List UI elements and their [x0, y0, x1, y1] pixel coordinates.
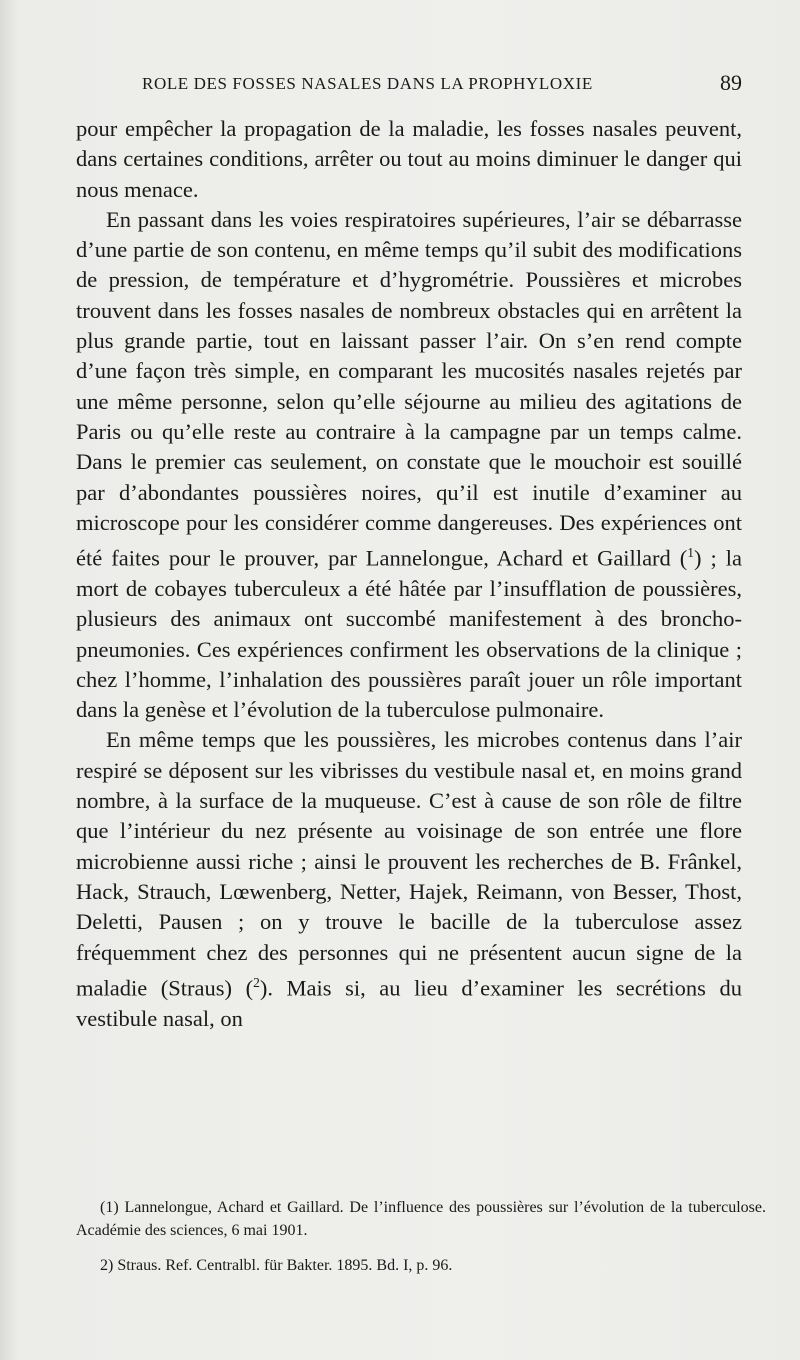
page-header [142, 70, 742, 100]
footnote-ref-2: 2 [253, 974, 260, 990]
paragraph-3-part-b: ). Mais si, au lieu d’examiner les secrétions du vestibule nasal, on [76, 975, 742, 1031]
paragraph-2-part-b: ) ; la mort de cobayes tuberculeux a été hâtée par l’insufflation de poussières, plusieurs des animaux ont succombé manifestement à des broncho-pneumonies. Ces expériences confirment les observations de la clinique ; chez l’homme, l’inhalation des poussières paraît jouer un rôle important dans la genèse et l’évolution de la tuberculose pulmonaire. [76, 545, 742, 723]
paragraph-3-part-a: En même temps que les poussières, les microbes contenus dans l’air respiré se déposent sur les vibrisses du vestibule nasal et, en moins grand nombre, à la surface de la muqueuse. C’est à cause de son rôle de filtre que l’intérieur du nez présente au voisinage de son entrée une flore microbienne aussi riche ; ainsi le prouvent les recherches de B. Frânkel, Hack, Strauch, Lœwenberg, Netter, Hajek, Reimann, von Besser, Thost, Deletti, Pausen ; on y trouve le bacille de la tuberculose assez fréquemment chez des personnes qui ne présentent aucun signe de la maladie (Straus) ( [76, 727, 742, 1001]
paragraph-1: pour empêcher la propagation de la maladie, les fosses nasales peuvent, dans certaines conditions, arrêter ou tout au moins diminuer le danger qui nous menace. [76, 116, 742, 202]
body-text [76, 114, 742, 1034]
footnote-2-text: Straus. Ref. Centralbl. für Bakter. 1895. Bd. I, p. 96. [113, 1257, 453, 1274]
footnote-2 [76, 1254, 766, 1277]
footnote-2-marker: 2) [100, 1257, 114, 1274]
paragraph-3 [76, 725, 742, 1033]
paragraph-2-part-a: En passant dans les voies respiratoires supérieures, l’air se débarrasse d’une partie de son contenu, en même temps qu’il subit des modifications de pression, de température et d’hygrométrie. Poussières et microbes trouvent dans les fosses nasales de nombreux obstacles qui en arrêtent la plus grande partie, tout en laissant passer l’air. On s’en rend compte d’une façon très simple, en comparant les mucosités nasales rejetés par une même personne, selon qu’elle séjourne au milieu des agitations de Paris ou qu’elle reste au contraire à la campagne par un temps calme. Dans le premier cas seulement, on constate que le mouchoir est souillé par d’abondantes poussières noires, qu’il est inutile d’examiner au microscope pour les considérer comme dangereuses. Des expériences ont été faites pour le prouver, par Lannelongue, Achard et Gaillard ( [76, 206, 742, 571]
footnote-1 [76, 1196, 766, 1242]
running-title: ROLE DES FOSSES NASALES DANS LA PROPHYLOXIE [142, 74, 593, 93]
footnote-1-text: Lannelongue, Achard et Gaillard. De l’influence des poussières sur l’évolution de la tuberculose. Académie des sciences, 6 mai 1901. [76, 1199, 766, 1239]
footnote-ref-1: 1 [687, 545, 695, 561]
paragraph-2 [76, 205, 742, 726]
footnotes [76, 1196, 766, 1289]
footnote-1-marker: (1) [100, 1199, 119, 1216]
page-number: 89 [720, 70, 742, 95]
